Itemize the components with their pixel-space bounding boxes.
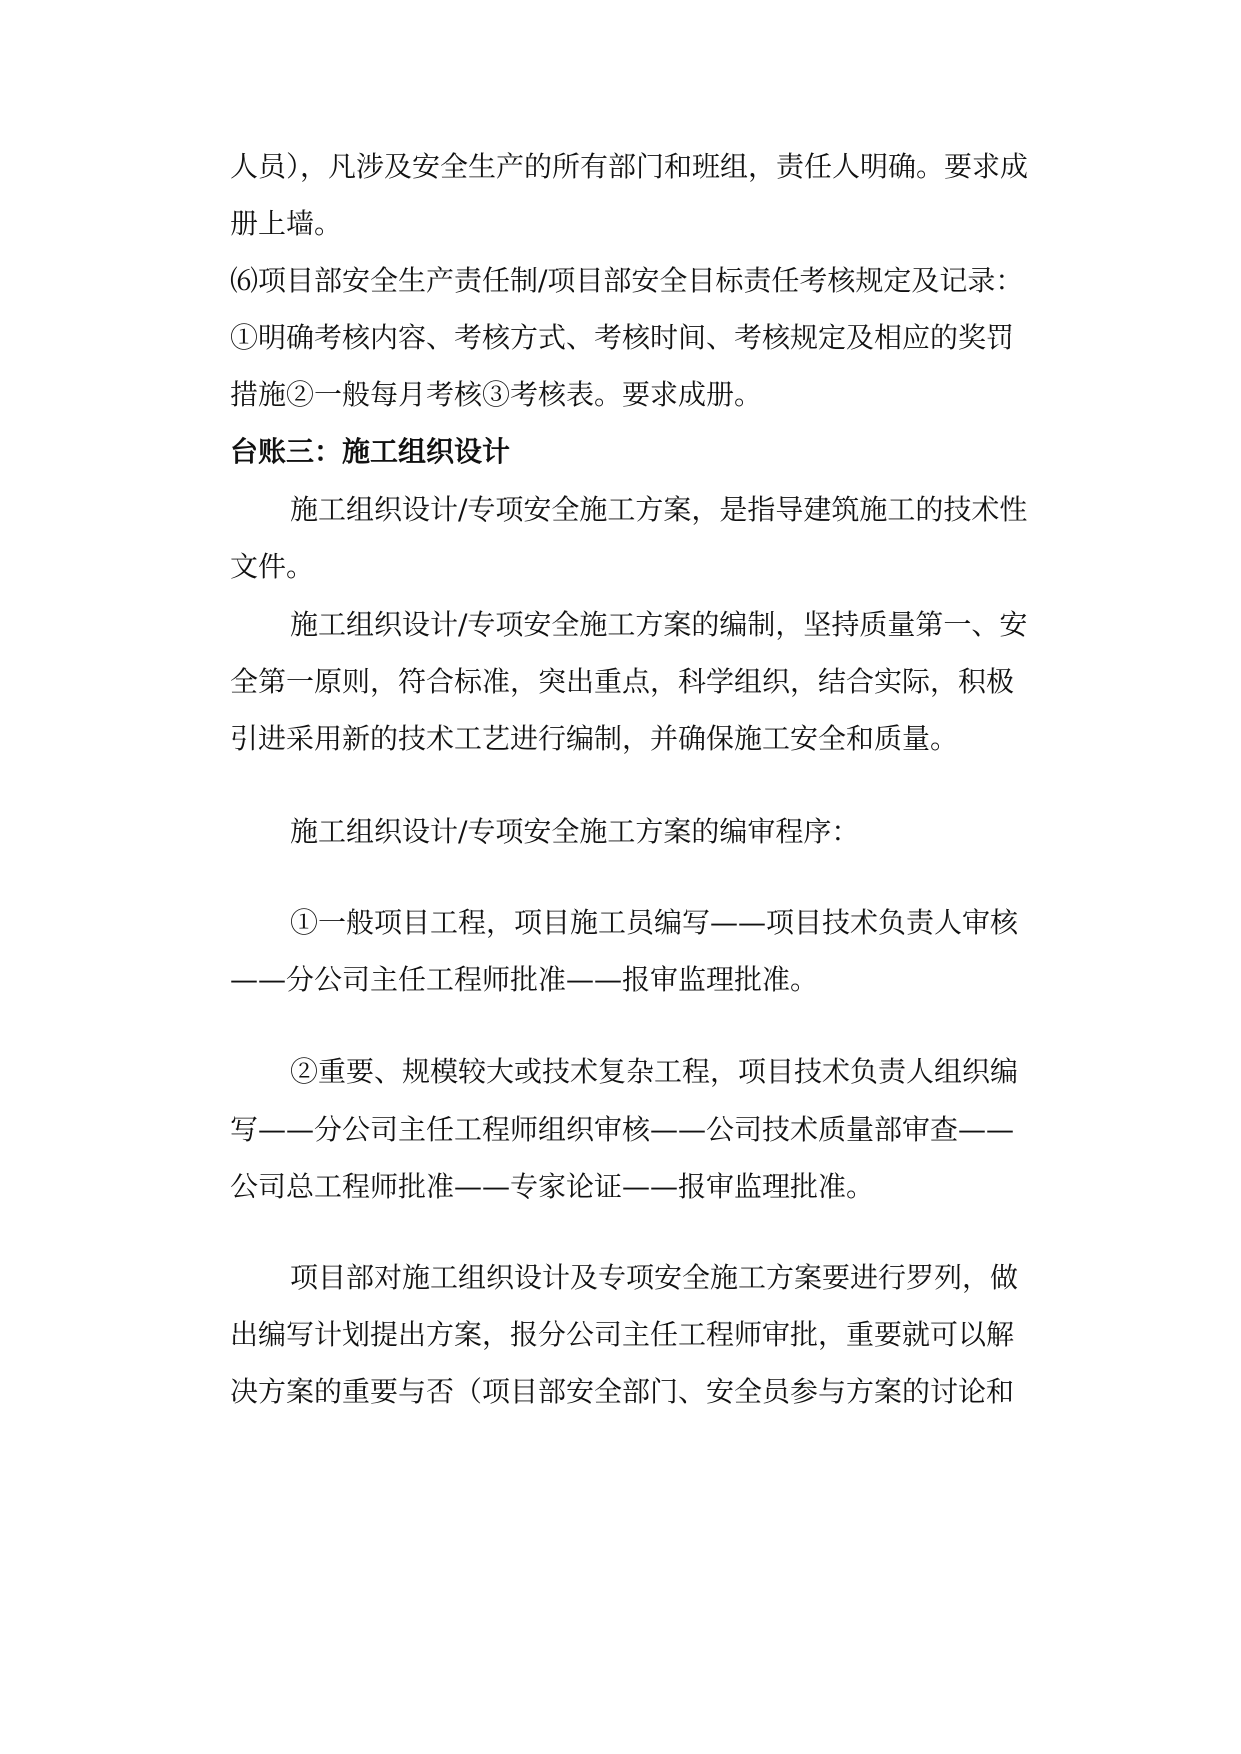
text-line: 施工组织设计/专项安全施工方案的编审程序： bbox=[290, 815, 860, 848]
text-line: 项目部对施工组织设计及专项安全施工方案要进行罗列，做 bbox=[290, 1261, 1019, 1294]
text-line: 公司总工程师批准——专家论证——报审监理批准。 bbox=[230, 1170, 875, 1203]
text-line: ——分公司主任工程师批准——报审监理批准。 bbox=[230, 963, 819, 996]
text-line: 人员），凡涉及安全生产的所有部门和班组，责任人明确。要求成 bbox=[230, 150, 1029, 183]
text-line: 措施②一般每月考核③考核表。要求成册。 bbox=[230, 378, 763, 411]
text-line: 出编写计划提出方案，报分公司主任工程师审批，重要就可以解 bbox=[230, 1318, 1015, 1351]
text-line: 文件。 bbox=[230, 550, 315, 583]
text-line: 施工组织设计/专项安全施工方案的编制，坚持质量第一、安 bbox=[290, 608, 1028, 641]
text-line: ⑹项目部安全生产责任制/项目部安全目标责任考核规定及记录： bbox=[230, 264, 1024, 297]
text-line: 写——分公司主任工程师组织审核——公司技术质量部审查—— bbox=[230, 1113, 1015, 1146]
text-line: 决方案的重要与否（项目部安全部门、安全员参与方案的讨论和 bbox=[230, 1375, 1015, 1408]
text-line: 全第一原则，符合标准，突出重点，科学组织，结合实际，积极 bbox=[230, 665, 1015, 698]
text-line: ①明确考核内容、考核方式、考核时间、考核规定及相应的奖罚 bbox=[230, 321, 1015, 354]
text-line: ①一般项目工程，项目施工员编写——项目技术负责人审核 bbox=[290, 906, 1019, 939]
text-line: 引进采用新的技术工艺进行编制，并确保施工安全和质量。 bbox=[230, 722, 959, 755]
text-line: 册上墙。 bbox=[230, 207, 343, 240]
text-line: ②重要、规模较大或技术复杂工程，项目技术负责人组织编 bbox=[290, 1055, 1019, 1088]
section-heading: 台账三：施工组织设计 bbox=[230, 435, 511, 468]
text-line: 施工组织设计/专项安全施工方案，是指导建筑施工的技术性 bbox=[290, 493, 1028, 526]
